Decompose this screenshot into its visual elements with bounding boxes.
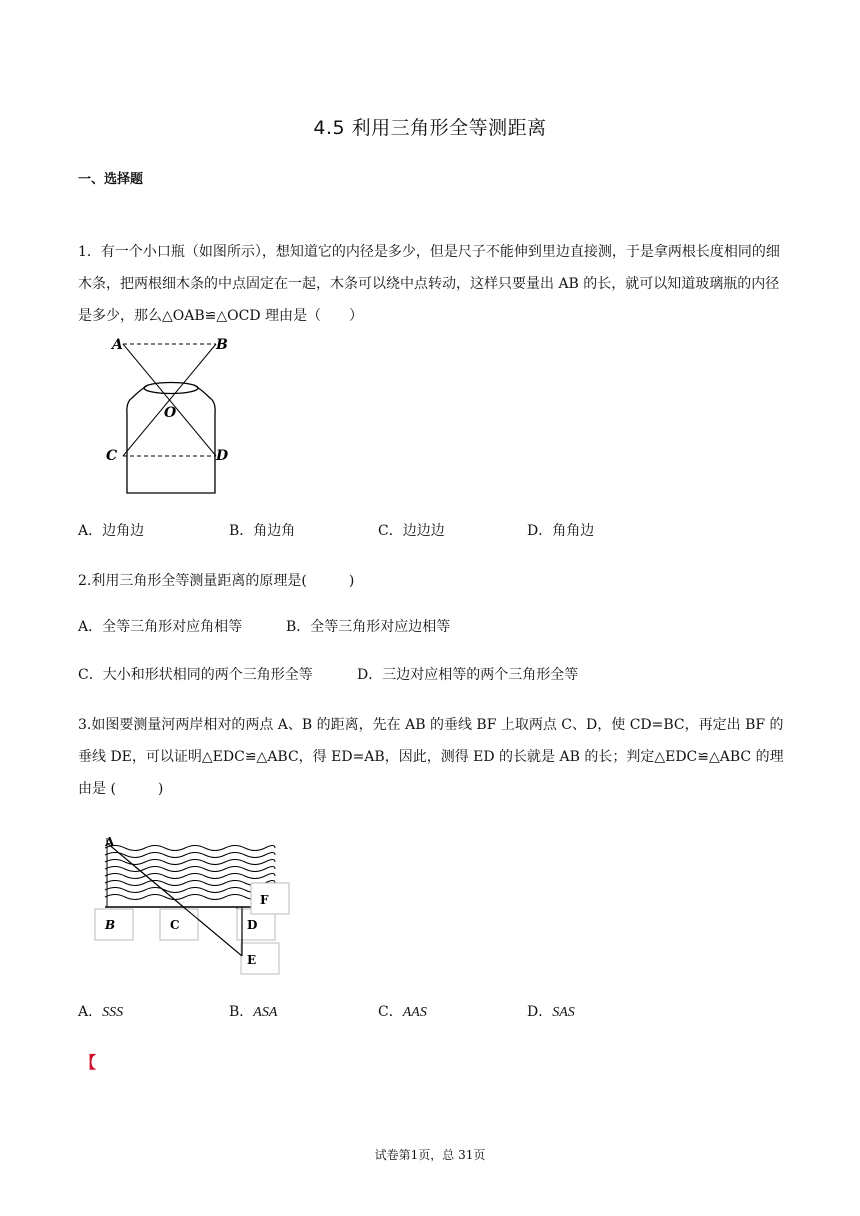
q3-option-c[interactable]	[378, 1000, 427, 1025]
fig1-label-d: D	[216, 448, 229, 464]
question-3-text: 3.如图要测量河两岸相对的两点 A、B 的距离，先在 AB 的垂线 BF 上取两点 C、D，使 CD=BC，再定出 BF 的垂线 DE，可以证明△EDC≌△ABC，得 ED=AB，因此，测得 ED 的长就是 AB 的长；判定△EDC≌△ABC 的理由是 ( )	[78, 717, 784, 797]
river-figure	[90, 830, 310, 980]
q1-option-d[interactable]: D．角角边	[527, 523, 595, 539]
q3-option-c-letter: C．	[378, 1004, 403, 1020]
q3-option-d-value: SAS	[552, 1005, 575, 1020]
question-2-text: 2.利用三角形全等测量距离的原理是( )	[78, 573, 355, 589]
q2-option-b[interactable]: B．全等三角形对应边相等	[286, 619, 451, 635]
q3-option-a-value: SSS	[102, 1005, 124, 1020]
bottle-figure	[100, 330, 260, 500]
q3-option-b-letter: B．	[229, 1004, 254, 1020]
q1-option-a[interactable]: A．边角边	[78, 523, 145, 539]
page-title: 4.5 利用三角形全等测距离	[313, 117, 547, 139]
q3-option-b-value: ASA	[253, 1005, 278, 1020]
fig1-label-o: O	[164, 405, 177, 421]
answer-bracket: 【	[80, 1053, 97, 1072]
q2-option-c[interactable]: C．大小和形状相同的两个三角形全等	[78, 667, 313, 683]
q3-option-c-value: AAS	[402, 1005, 427, 1020]
q3-option-a[interactable]	[78, 1000, 123, 1025]
q2-option-a[interactable]: A．全等三角形对应角相等	[78, 619, 243, 635]
fig3-label-e: E	[247, 953, 257, 967]
fig1-label-c: C	[106, 448, 118, 464]
section-heading: 一、选择题	[78, 172, 144, 187]
question-1-text: 1．有一个小口瓶（如图所示），想知道它的内径是多少，但是尺子不能伸到里边直接测，于是拿两根长度相同的细木条，把两根细木条的中点固定在一起，木条可以绕中点转动，这样只要量出 AB 的长，就可以知道玻璃瓶的内径是多少，那么△OAB≌△OCD 理由是（ ）	[78, 244, 780, 324]
fig3-label-d: D	[247, 918, 258, 932]
q3-option-d-letter: D．	[527, 1004, 553, 1020]
fig3-label-b: B	[105, 918, 116, 932]
q1-option-b[interactable]: B．角边角	[229, 523, 296, 539]
q3-option-d[interactable]	[527, 1000, 575, 1025]
fig1-label-a: A	[112, 337, 123, 353]
page-footer: 试卷第1页，总 31页	[374, 1148, 486, 1162]
q3-option-a-letter: A．	[78, 1004, 103, 1020]
q2-option-d[interactable]: D．三边对应相等的两个三角形全等	[357, 667, 579, 683]
q1-option-c[interactable]: C．边边边	[378, 523, 445, 539]
fig1-label-b: B	[216, 337, 228, 353]
fig3-label-a: A	[105, 835, 115, 849]
fig3-label-f: F	[260, 893, 269, 907]
fig3-label-c: C	[170, 918, 180, 932]
q3-option-b[interactable]	[229, 1000, 277, 1025]
